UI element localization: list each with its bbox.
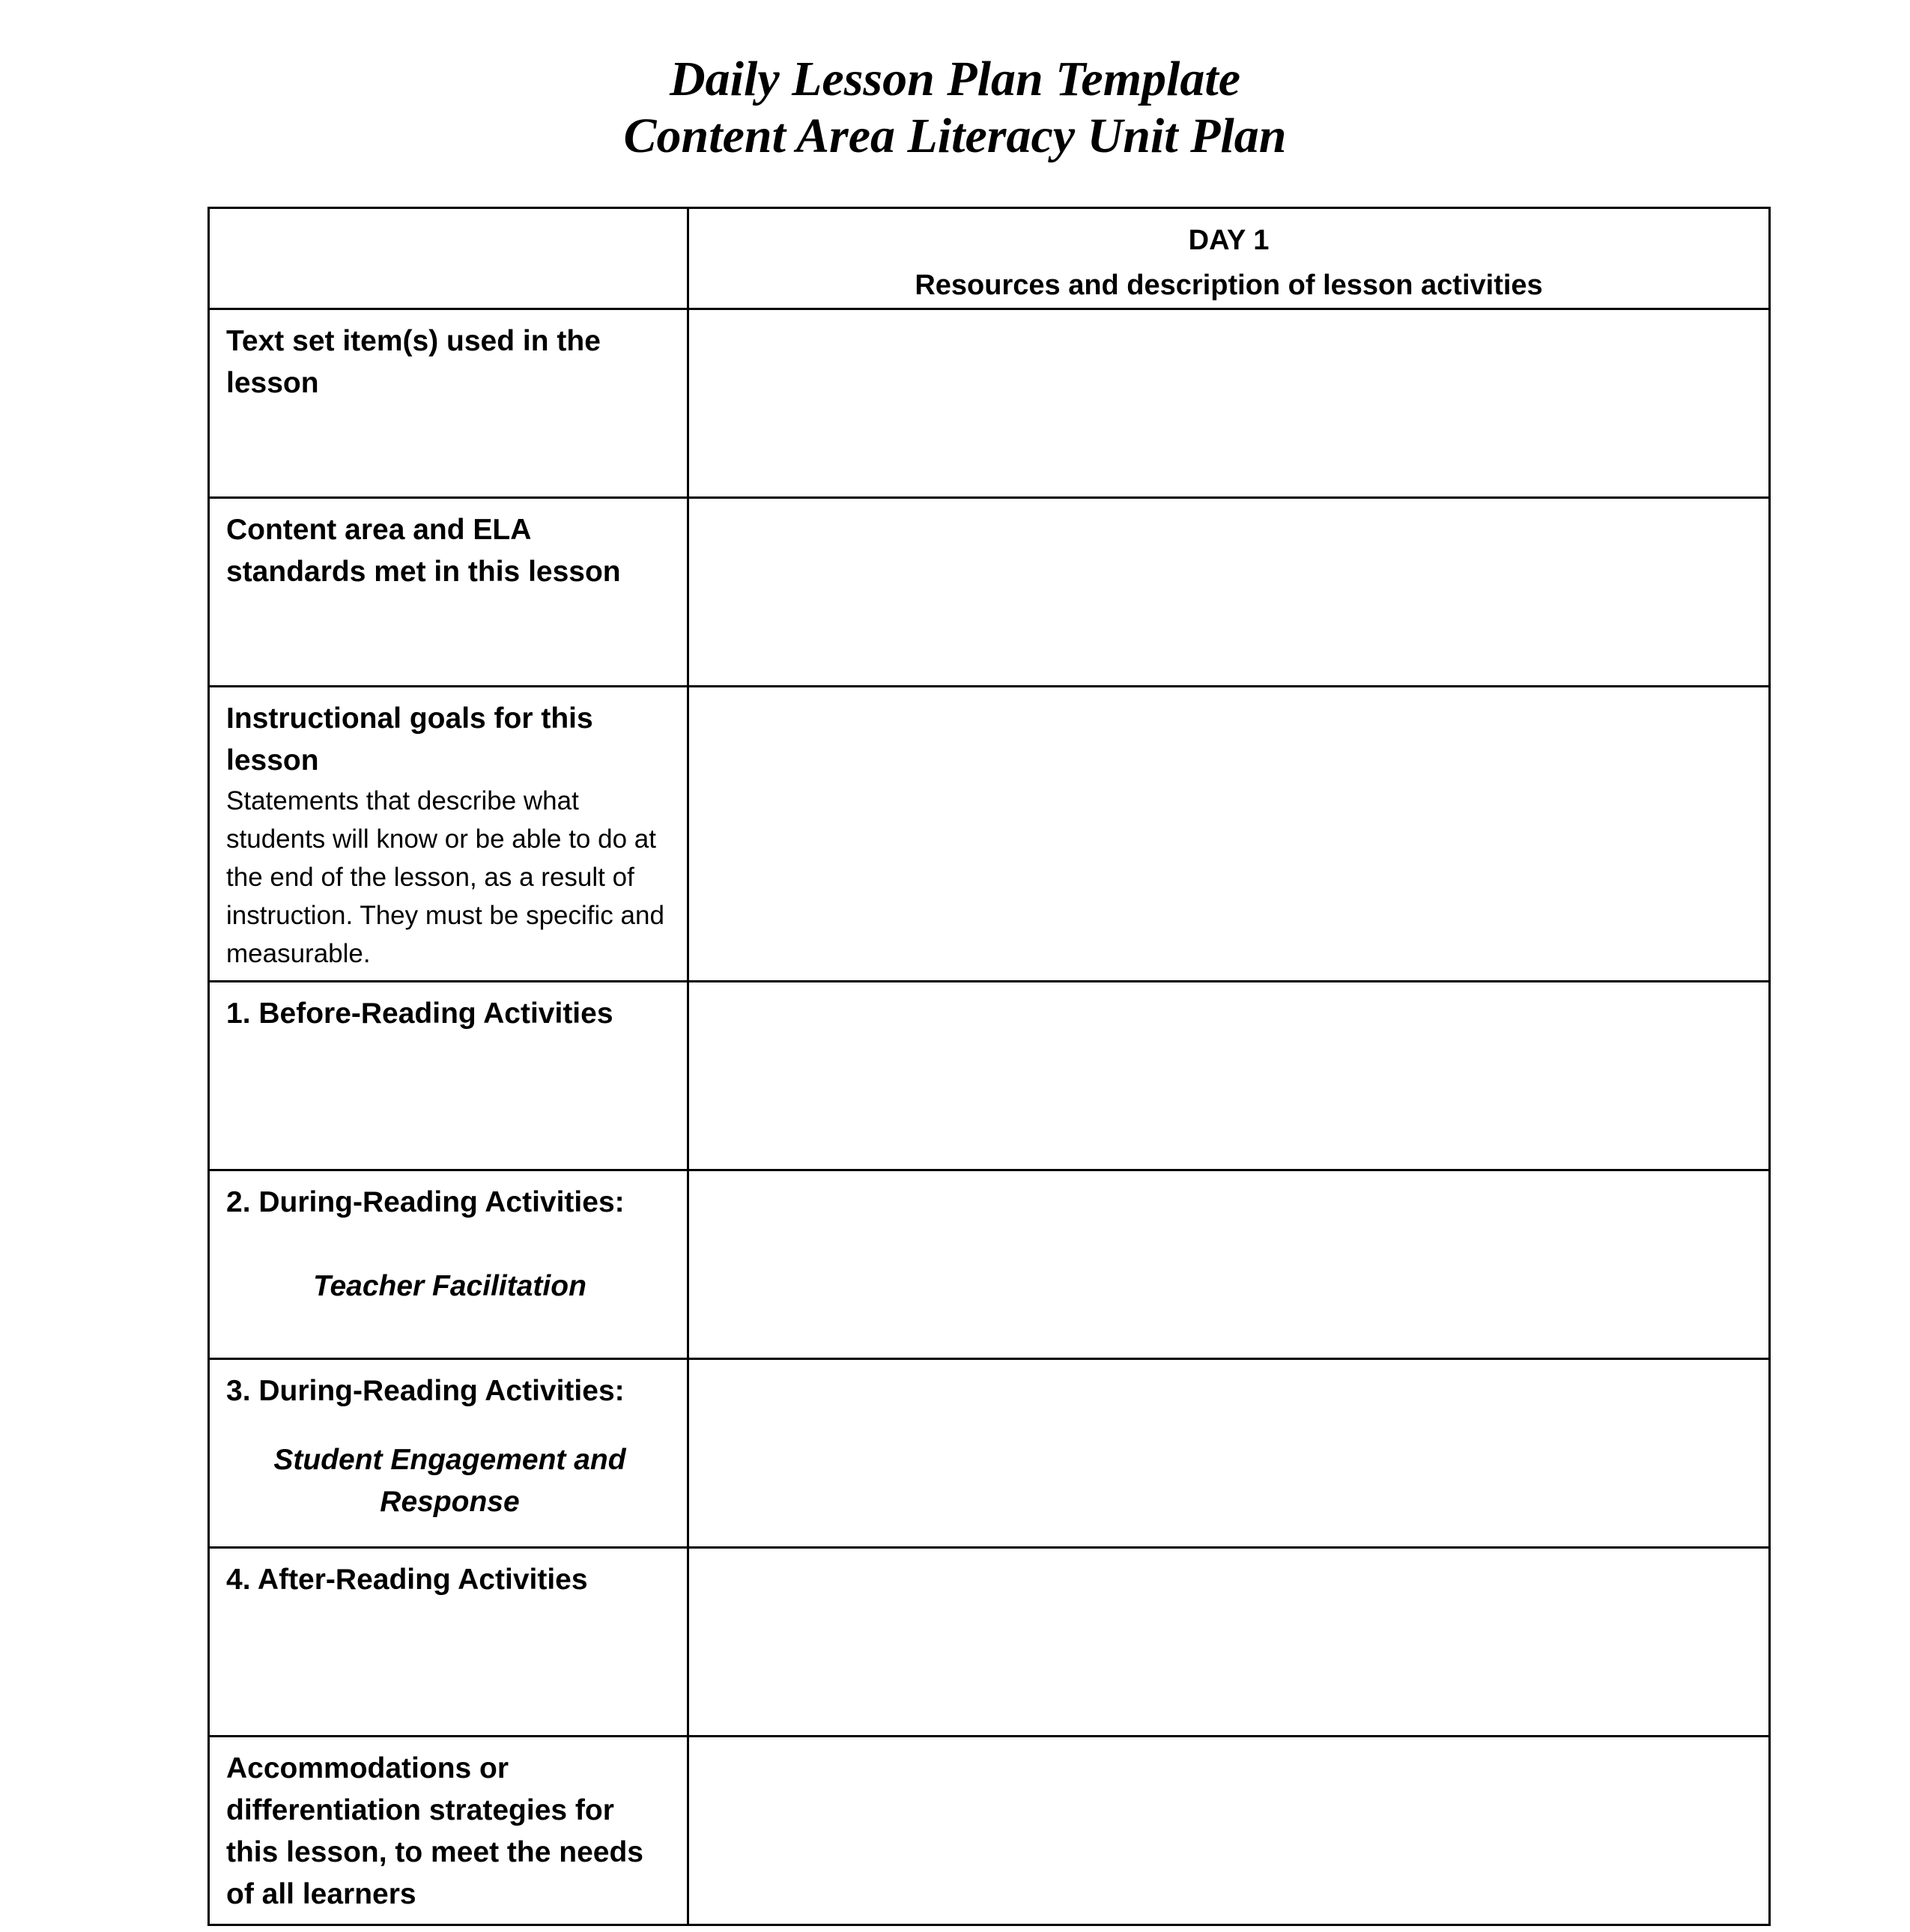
row-label-cell: [209, 982, 688, 1170]
row-label-cell: [209, 309, 688, 498]
row-label: 1. Before-Reading Activities: [226, 997, 613, 1030]
title-line-1: Daily Lesson Plan Template: [669, 52, 1241, 106]
table-row: [209, 1737, 1770, 1925]
student-engagement-entry[interactable]: [688, 1359, 1770, 1548]
after-reading-entry[interactable]: [688, 1548, 1770, 1737]
row-label: Accommodations or differentiation strategies for this lesson, to meet the needs of all learners: [226, 1752, 643, 1910]
row-label: Content area and ELA standards met in this lesson: [226, 514, 621, 588]
row-label-cell: [209, 1737, 688, 1925]
table-header-row: [209, 208, 1770, 309]
table-row: [209, 687, 1770, 982]
standards-entry[interactable]: [688, 498, 1770, 687]
table-row: [209, 1170, 1770, 1359]
row-sublabel: Teacher Facilitation: [313, 1270, 586, 1302]
header-day-cell: [688, 208, 1770, 309]
table-row: [209, 309, 1770, 498]
day-subtitle: Resources and description of lesson activities: [915, 270, 1543, 301]
accommodations-entry[interactable]: [688, 1737, 1770, 1925]
row-label-cell: [209, 1170, 688, 1359]
table-row: [209, 1548, 1770, 1737]
row-description: Statements that describe what students will know or be able to do at the end of the lesson, as a result of instruction. They must be specific and measurable.: [226, 786, 664, 968]
before-reading-entry[interactable]: [688, 982, 1770, 1170]
instructional-goals-entry[interactable]: [688, 687, 1770, 982]
table-row: [209, 982, 1770, 1170]
row-label-cell: [209, 1359, 688, 1548]
row-label-cell: [209, 1548, 688, 1737]
row-label-cell: [209, 687, 688, 982]
title-line-2: Content Area Literacy Unit Plan: [623, 109, 1287, 163]
row-label: 3. During-Reading Activities:: [226, 1375, 625, 1407]
row-label: Instructional goals for this lesson: [226, 702, 593, 777]
row-label-cell: [209, 498, 688, 687]
table-row: [209, 498, 1770, 687]
row-sublabel: Student Engagement and Response: [273, 1444, 626, 1518]
row-label: 4. After-Reading Activities: [226, 1564, 588, 1596]
day-heading: DAY 1: [1188, 225, 1270, 256]
teacher-facilitation-entry[interactable]: [688, 1170, 1770, 1359]
header-corner-cell: [209, 208, 688, 309]
text-set-items-entry[interactable]: [688, 309, 1770, 498]
document-title: [0, 51, 1910, 165]
table-row: [209, 1359, 1770, 1548]
row-label: 2. During-Reading Activities:: [226, 1186, 625, 1218]
lesson-plan-table: [207, 207, 1771, 1926]
row-label: Text set item(s) used in the lesson: [226, 325, 601, 399]
